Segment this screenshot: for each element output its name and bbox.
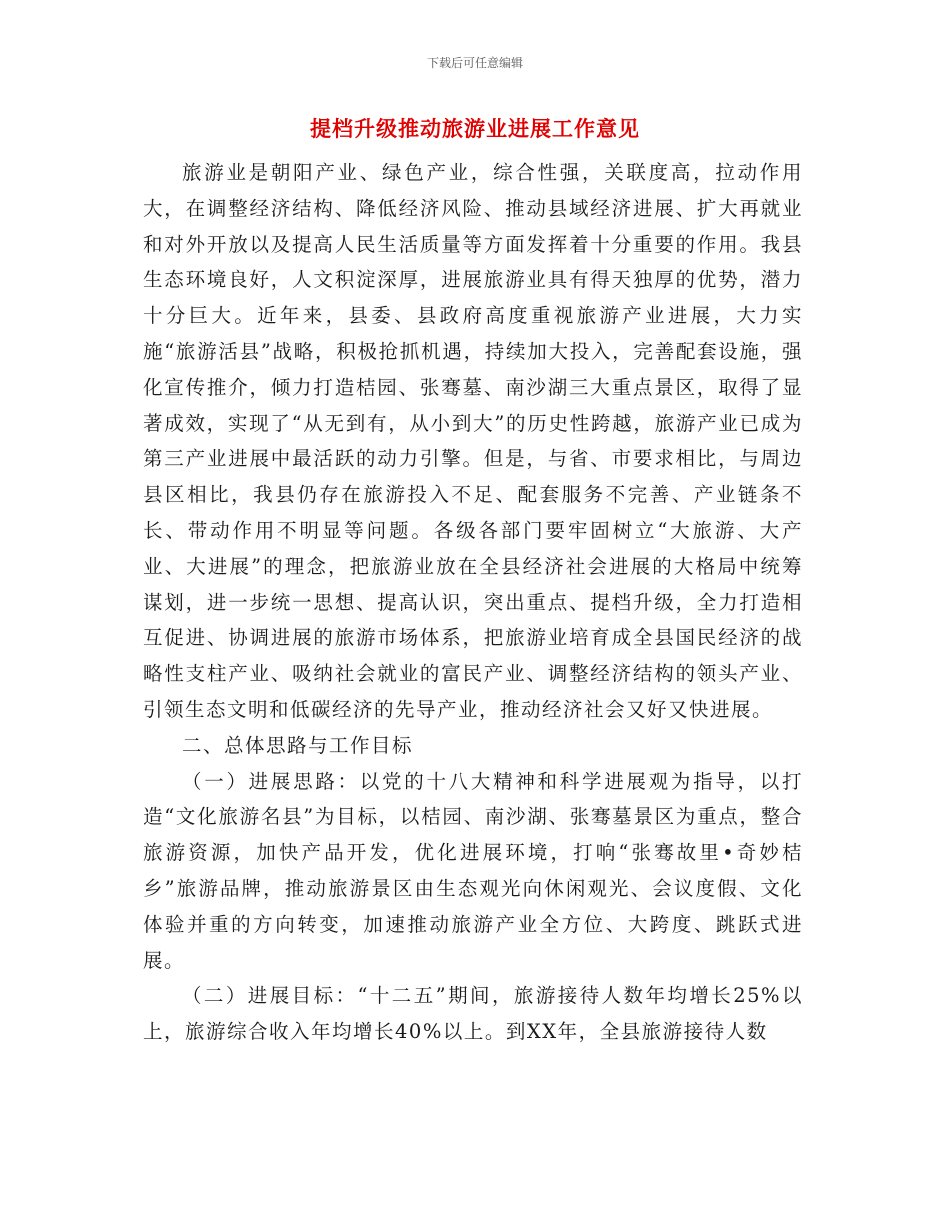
document-body (143, 155, 803, 1050)
paragraph-development-approach: （一）进展思路：以党的十八大精神和科学进展观为指导，以打造“文化旅游名县”为目标，以桔园、南沙湖、张骞墓景区为重点，整合旅游资源，加快产品开发，优化进展环境，打响“张骞故里•奇妙桔乡”旅游品牌，推动旅游景区由生态观光向休闲观光、会议度假、文化体验并重的方向转变，加速推动旅游产业全方位、大跨度、跳跃式进展。 (143, 769, 803, 972)
paragraph-intro: 旅游业是朝阳产业、绿色产业，综合性强，关联度高，拉动作用大，在调整经济结构、降低经济风险、推动县域经济进展、扩大再就业和对外开放以及提高人民生活质量等方面发挥着十分重要的作用。我县生态环境良好，人文积淀深厚，进展旅游业具有得天独厚的优势，潜力十分巨大。近年来，县委、县政府高度重视旅游产业进展，大力实施“旅游活县”战略，积极抢抓机遇，持续加大投入，完善配套设施，强化宣传推介，倾力打造桔园、张骞墓、南沙湖三大重点景区，取得了显著成效，实现了“从无到有，从小到大”的历史性跨越，旅游产业已成为第三产业进展中最活跃的动力引擎。但是，与省、市要求相比，与周边县区相比，我县仍存在旅游投入不足、配套服务不完善、产业链条不长、带动作用不明显等问题。各级各部门要牢固树立“大旅游、大产业、大进展”的理念，把旅游业放在全县经济社会进展的大格局中统筹谋划，进一步统一思想、提高认识，突出重点、提档升级，全力打造相互促进、协调进展的旅游市场体系，把旅游业培育成全县国民经济的战略性支柱产业、吸纳社会就业的富民产业、调整经济结构的领头产业、引领生态文明和低碳经济的先导产业，推动经济社会又好又快进展。 (143, 161, 803, 721)
section-heading-overall-approach: 二、总体思路与工作目标 (182, 733, 414, 757)
header-note: 下载后可任意编辑 (426, 56, 523, 70)
paragraph-development-goals: （二）进展目标：“十二五”期间，旅游接待人数年均增长25%以上，旅游综合收入年均增长40%以上。到XX年，全县旅游接待人数 (143, 984, 803, 1044)
document-title: 提档升级推动旅游业进展工作意见 (310, 116, 640, 141)
